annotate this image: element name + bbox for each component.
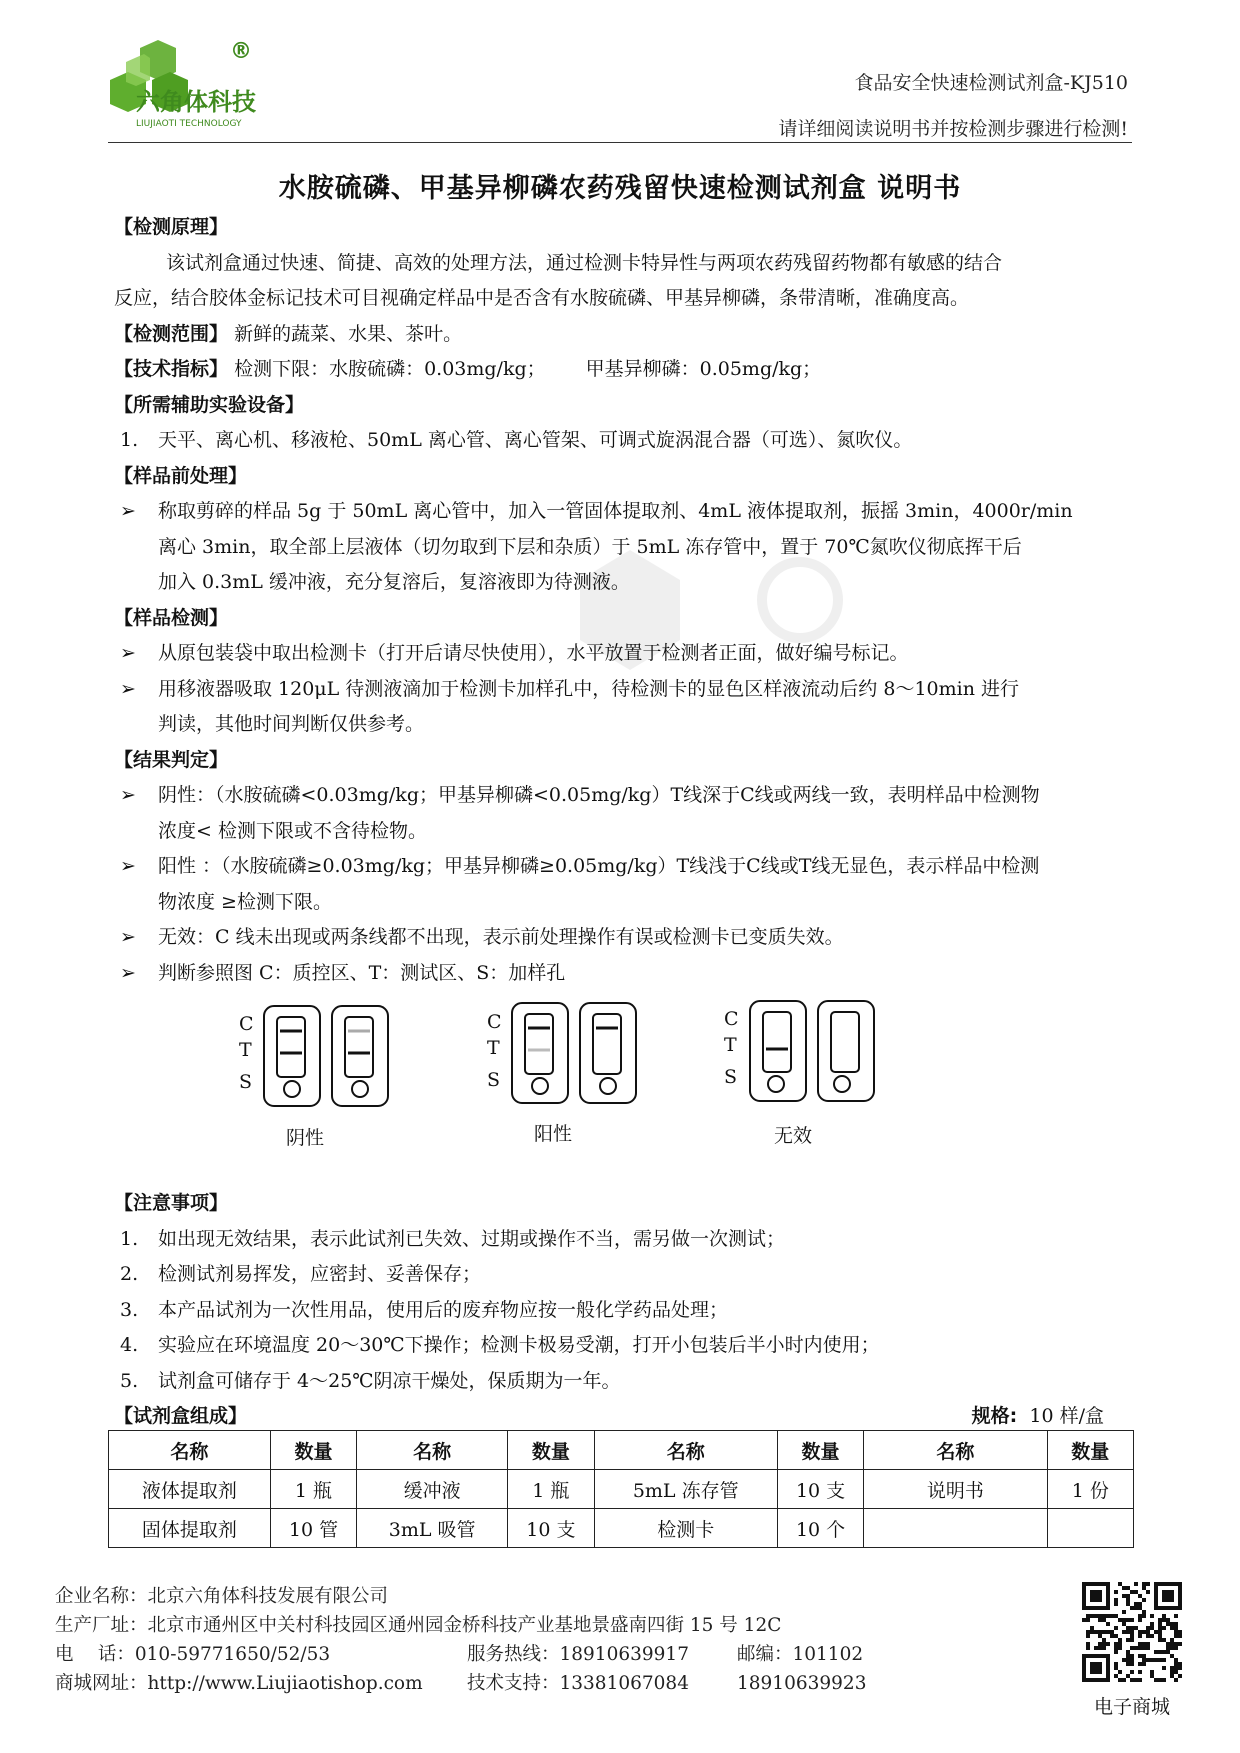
inv-t-label: T xyxy=(724,1034,737,1056)
result-negative xyxy=(114,778,1124,849)
neg-t-label: T xyxy=(239,1039,252,1061)
spec-heading: 【技术指标】 xyxy=(114,358,229,380)
bullet-marker: ➢ xyxy=(120,500,136,522)
header-right xyxy=(778,60,1128,152)
result-invalid xyxy=(114,920,1124,956)
header-divider xyxy=(108,142,1132,143)
note-text: 试剂盒可储存于 4～25℃阴凉干燥处，保质期为一年。 xyxy=(158,1369,621,1392)
logo-brand-cn: 六角体科技 xyxy=(136,88,256,116)
pretreatment-line-2: 离心 3min，取全部上层液体（切勿取到下层和杂质）于 5mL 冻存管中，置于 70℃氮吹仪彻底挥干后 xyxy=(158,535,1022,558)
result-reference xyxy=(114,956,1124,992)
note-item xyxy=(114,1293,1124,1329)
qr-label: 电子商城 xyxy=(1093,1696,1170,1718)
principle-heading: 【检测原理】 xyxy=(114,216,229,238)
inv-s-label: S xyxy=(724,1066,738,1088)
result-positive-line-1: 阳性 ：（水胺硫磷≥0.03mg/kg；甲基异柳磷≥0.05mg/kg）T线浅于C线或T线无显色，表示样品中检测 xyxy=(158,855,1040,877)
footer-support: 技术支持：13381067084 xyxy=(467,1673,689,1694)
pos-t-label: T xyxy=(487,1037,500,1059)
detection-item-2 xyxy=(114,672,1124,743)
pretreatment-heading: 【样品前处理】 xyxy=(114,464,248,487)
note-text: 检测试剂易挥发，应密封、妥善保存； xyxy=(158,1263,482,1285)
test-card-diagram xyxy=(114,991,1124,1186)
logo-brand-en: LIUJIAOTI TECHNOLOGY xyxy=(136,119,242,129)
footer-website[interactable]: 商城网址：http://www.Liujiaotishop.com xyxy=(55,1673,423,1694)
result-invalid-text: 无效：C 线未出现或两条线都不出现，表示前处理操作有误或检测卡已变质失效。 xyxy=(158,926,844,948)
bullet-marker: ➢ xyxy=(120,961,136,984)
registered-mark: ® xyxy=(230,40,252,64)
pretreatment-line-3: 加入 0.3mL 缓冲液，充分复溶后，复溶液即为待测液。 xyxy=(158,571,630,593)
kit-header-cell: 数量 xyxy=(508,1431,594,1470)
kit-cell: 10 支 xyxy=(777,1470,863,1509)
result-negative-line-1: 阴性：（水胺硫磷<0.03mg/kg；甲基异柳磷<0.05mg/kg）T线深于C线或两线一致，表明样品中检测物 xyxy=(158,784,1040,806)
bullet-marker: ➢ xyxy=(120,855,136,877)
product-code-line: 食品安全快速检测试剂盒-KJ510 xyxy=(854,72,1128,94)
company-logo xyxy=(100,40,310,140)
kit-table-body xyxy=(109,1470,1134,1548)
note-num: 5. xyxy=(120,1369,139,1392)
table-row xyxy=(109,1509,1134,1548)
qr-code-icon[interactable] xyxy=(1082,1582,1182,1682)
kit-cell: 检测卡 xyxy=(594,1509,777,1548)
pretreatment-item xyxy=(114,494,1124,601)
kit-cell: 10 管 xyxy=(270,1509,356,1548)
footer-address: 生产厂址：北京市通州区中关村科技园区通州园金桥科技产业基地景盛南四街 15 号 12C xyxy=(55,1615,782,1636)
kit-header-cell: 名称 xyxy=(594,1431,777,1470)
kit-header-cell: 数量 xyxy=(777,1431,863,1470)
kit-cell: 10 支 xyxy=(508,1509,594,1548)
notes-list xyxy=(114,1222,1124,1400)
note-item xyxy=(114,1364,1124,1400)
table-row xyxy=(109,1470,1134,1509)
spec-text-2: 甲基异柳磷：0.05mg/kg； xyxy=(585,358,822,380)
negative-caption: 阴性 xyxy=(286,1127,325,1149)
kit-spec-label: 规格: xyxy=(971,1405,1018,1427)
detection-item-2-line-2: 判读，其他时间判断仅供参考。 xyxy=(158,713,425,735)
bullet-marker: ➢ xyxy=(120,926,136,948)
kit-header-cell: 数量 xyxy=(270,1431,356,1470)
kit-header-cell: 名称 xyxy=(109,1431,271,1470)
kit-header-cell: 名称 xyxy=(357,1431,508,1470)
result-positive-line-2: 物浓度 ≥检测下限。 xyxy=(158,890,332,913)
equipment-num: 1. xyxy=(120,429,139,451)
kit-composition-table xyxy=(108,1430,1134,1548)
bullet-marker: ➢ xyxy=(120,677,136,700)
kit-cell: 1 瓶 xyxy=(270,1470,356,1509)
equipment-item xyxy=(114,423,1124,459)
principle-line-2: 反应，结合胶体金标记技术可目视确定样品中是否含有水胺硫磷、甲基异柳磷，条带清晰，准确度高。 xyxy=(114,287,970,309)
positive-caption: 阳性 xyxy=(534,1123,573,1145)
scope-text: 新鲜的蔬菜、水果、茶叶。 xyxy=(234,322,463,345)
note-num: 1. xyxy=(120,1227,139,1250)
note-item xyxy=(114,1328,1124,1364)
note-num: 3. xyxy=(120,1298,139,1321)
detection-item-1-text: 从原包装袋中取出检测卡（打开后请尽快使用），水平放置于检测者正面，做好编号标记。 xyxy=(158,642,909,664)
note-item xyxy=(114,1222,1124,1258)
footer-support-2: 18910639923 xyxy=(737,1673,867,1694)
footer-phone: 电 话：010-59771650/52/53 xyxy=(55,1644,331,1665)
scope-heading: 【检测范围】 xyxy=(114,322,229,345)
negative-cards xyxy=(264,1006,388,1106)
pos-s-label: S xyxy=(487,1069,501,1091)
footer-hotline: 服务热线：18910639917 xyxy=(467,1644,689,1665)
kit-cell: 3mL 吸管 xyxy=(357,1509,508,1548)
detection-heading: 【样品检测】 xyxy=(114,606,229,629)
spec-text-1: 检测下限：水胺硫磷：0.03mg/kg； xyxy=(234,358,546,380)
invalid-caption: 无效 xyxy=(774,1125,813,1147)
kit-heading: 【试剂盒组成】 xyxy=(114,1405,248,1427)
footer-company: 企业名称：北京六角体科技发展有限公司 xyxy=(55,1586,389,1607)
kit-cell xyxy=(1047,1509,1133,1548)
pos-c-label: C xyxy=(487,1011,502,1033)
result-reference-text: 判断参照图 C：质控区、T：测试区、S：加样孔 xyxy=(158,961,566,984)
test-card-illustration xyxy=(114,991,1124,1186)
footer-postcode: 邮编：101102 xyxy=(737,1644,864,1665)
bullet-marker: ➢ xyxy=(120,784,136,806)
note-item xyxy=(114,1257,1124,1293)
note-num: 2. xyxy=(120,1263,139,1285)
kit-cell: 10 个 xyxy=(777,1509,863,1548)
note-text: 如出现无效结果，表示此试剂已失效、过期或操作不当，需另做一次测试； xyxy=(158,1227,786,1250)
kit-cell: 缓冲液 xyxy=(357,1470,508,1509)
kit-header-cell: 数量 xyxy=(1047,1431,1133,1470)
kit-cell: 1 份 xyxy=(1047,1470,1133,1509)
kit-cell: 5mL 冻存管 xyxy=(594,1470,777,1509)
kit-table-header xyxy=(109,1431,1134,1470)
pretreatment-line-1: 称取剪碎的样品 5g 于 50mL 离心管中，加入一管固体提取剂、4mL 液体提取剂，振摇 3min，4000r/min xyxy=(158,500,1073,522)
notes-heading: 【注意事项】 xyxy=(114,1192,229,1214)
document-body xyxy=(114,210,1124,1435)
invalid-cards xyxy=(750,1001,874,1101)
document-title: 水胺硫磷、甲基异柳磷农药残留快速检测试剂盒 说明书 xyxy=(278,173,962,204)
positive-cards xyxy=(512,1003,636,1103)
result-negative-line-2: 浓度< 检测下限或不含待检物。 xyxy=(158,819,427,842)
result-positive xyxy=(114,849,1124,920)
result-heading: 【结果判定】 xyxy=(114,748,229,771)
kit-cell xyxy=(864,1509,1047,1548)
neg-s-label: S xyxy=(239,1071,253,1093)
kit-cell: 说明书 xyxy=(864,1470,1047,1509)
neg-c-label: C xyxy=(239,1013,254,1035)
kit-cell: 固体提取剂 xyxy=(109,1509,271,1548)
kit-spec-value: 10 样/盒 xyxy=(1029,1405,1104,1427)
detection-item-1 xyxy=(114,636,1124,672)
note-num: 4. xyxy=(120,1334,139,1356)
equipment-text: 天平、离心机、移液枪、50mL 离心管、离心管架、可调式旋涡混合器（可选）、氮吹仪。 xyxy=(158,429,913,451)
footer xyxy=(55,1582,866,1698)
notice-line: 请详细阅读说明书并按检测步骤进行检测! xyxy=(778,118,1128,140)
bullet-marker: ➢ xyxy=(120,642,136,664)
principle-line-1: 该试剂盒通过快速、简捷、高效的处理方法，通过检测卡特异性与两项农药残留药物都有敏感的结合 xyxy=(166,251,1003,274)
inv-c-label: C xyxy=(724,1008,739,1030)
equipment-heading: 【所需辅助实验设备】 xyxy=(114,393,305,416)
kit-cell: 1 瓶 xyxy=(508,1470,594,1509)
detection-item-2-line-1: 用移液器吸取 120μL 待测液滴加于检测卡加样孔中，待检测卡的显色区样液流动后约 8～10min 进行 xyxy=(158,677,1019,700)
note-text: 实验应在环境温度 20～30℃下操作；检测卡极易受潮，打开小包装后半小时内使用； xyxy=(158,1334,880,1356)
kit-header-cell: 名称 xyxy=(864,1431,1047,1470)
note-text: 本产品试剂为一次性用品，使用后的废弃物应按一般化学药品处理； xyxy=(158,1298,729,1321)
kit-cell: 液体提取剂 xyxy=(109,1470,271,1509)
